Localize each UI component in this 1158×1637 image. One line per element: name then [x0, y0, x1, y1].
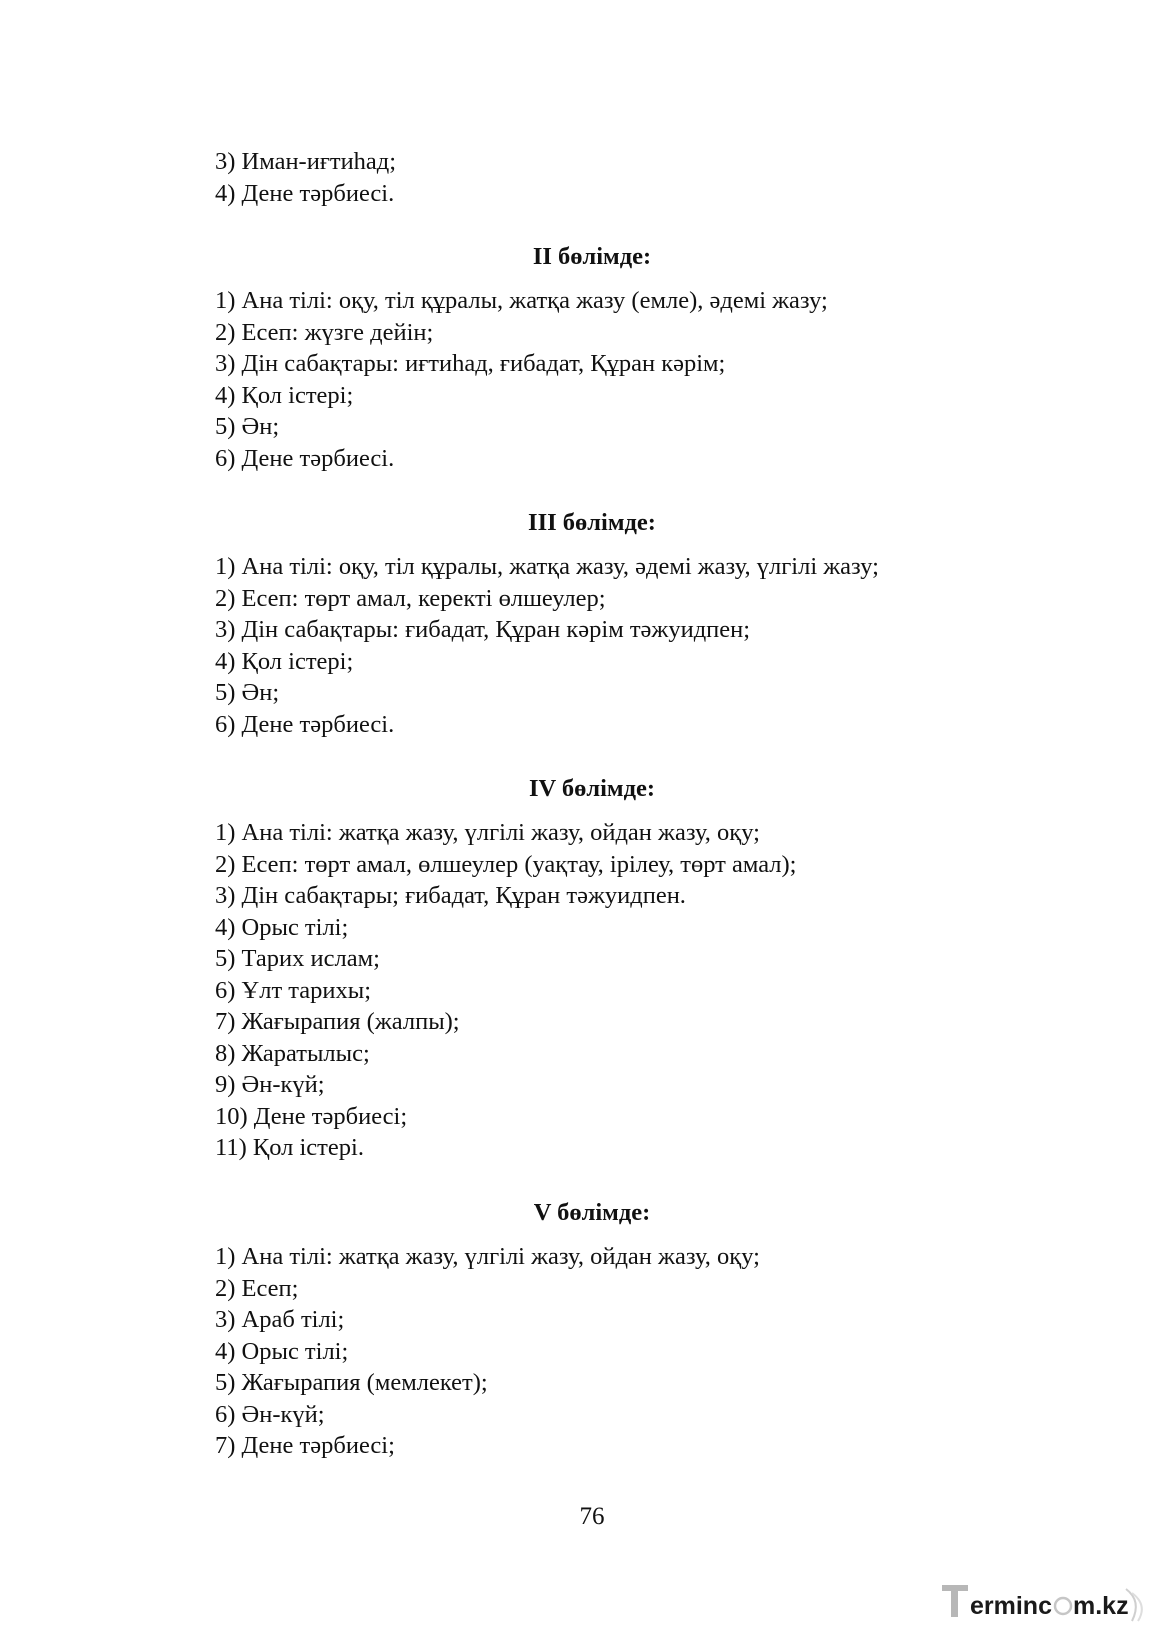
list-item: 3) Дін сабақтары: иғтиһад, ғибадат, Құран кәрім; [215, 350, 726, 377]
list-item: 9) Ән-күй; [215, 1071, 325, 1098]
list-item: 2) Есеп; [215, 1275, 299, 1302]
list-item: 7) Дене тәрбиесі; [215, 1432, 395, 1459]
list-item: 1) Ана тілі: жатқа жазу, үлгілі жазу, ойдан жазу, оқу; [215, 1243, 760, 1270]
list-item: 4) Қол істері; [215, 648, 354, 675]
list-item: 3) Иман-иғтиһад; [215, 148, 397, 175]
section-heading: IV бөлімде: [528, 775, 656, 802]
svg-text:m.kz: m.kz [1073, 1592, 1129, 1620]
list-item: 5) Тарих ислам; [215, 945, 380, 972]
list-item: 11) Қол істері. [215, 1134, 364, 1161]
list-item: 2) Есеп: төрт амал, өлшеулер (уақтау, ірілеу, төрт амал); [215, 851, 797, 878]
svg-text:erminc: erminc [970, 1592, 1052, 1620]
list-item: 6) Дене тәрбиесі. [215, 445, 395, 472]
section-heading: V бөлімде: [533, 1199, 651, 1226]
list-item: 2) Есеп: жүзге дейін; [215, 319, 434, 346]
list-item: 4) Қол істері; [215, 382, 354, 409]
list-item: 1) Ана тілі: оқу, тіл құралы, жатқа жазу (емле), әдемі жазу; [215, 287, 828, 314]
page-number: 76 [579, 1503, 605, 1530]
list-item: 1) Ана тілі: оқу, тіл құралы, жатқа жазу, әдемі жазу, үлгілі жазу; [215, 553, 879, 580]
list-item: 8) Жаратылыс; [215, 1040, 370, 1067]
section-heading: III бөлімде: [528, 509, 656, 536]
section-heading: II бөлімде: [532, 243, 652, 270]
list-item: 6) Дене тәрбиесі. [215, 711, 395, 738]
list-item: 3) Дін сабақтары; ғибадат, Құран тәжуидпен. [215, 882, 686, 909]
list-item: 5) Жағырапия (мемлекет); [215, 1369, 488, 1396]
list-item: 10) Дене тәрбиесі; [215, 1103, 408, 1130]
list-item: 2) Есеп: төрт амал, керекті өлшеулер; [215, 585, 606, 612]
list-item: 4) Дене тәрбиесі. [215, 180, 395, 207]
list-item: 1) Ана тілі: жатқа жазу, үлгілі жазу, ойдан жазу, оқу; [215, 819, 760, 846]
list-item: 5) Ән; [215, 413, 280, 440]
list-item: 7) Жағырапия (жалпы); [215, 1008, 460, 1035]
list-item: 3) Араб тілі; [215, 1306, 345, 1333]
list-item: 6) Ұлт тарихы; [215, 977, 372, 1004]
list-item: 5) Ән; [215, 679, 280, 706]
list-item: 6) Ән-күй; [215, 1401, 325, 1428]
list-item: 4) Орыс тілі; [215, 914, 349, 941]
list-item: 4) Орыс тілі; [215, 1338, 349, 1365]
list-item: 3) Дін сабақтары: ғибадат, Құран кәрім тәжуидпен; [215, 616, 751, 643]
watermark-logo [942, 1583, 1152, 1623]
